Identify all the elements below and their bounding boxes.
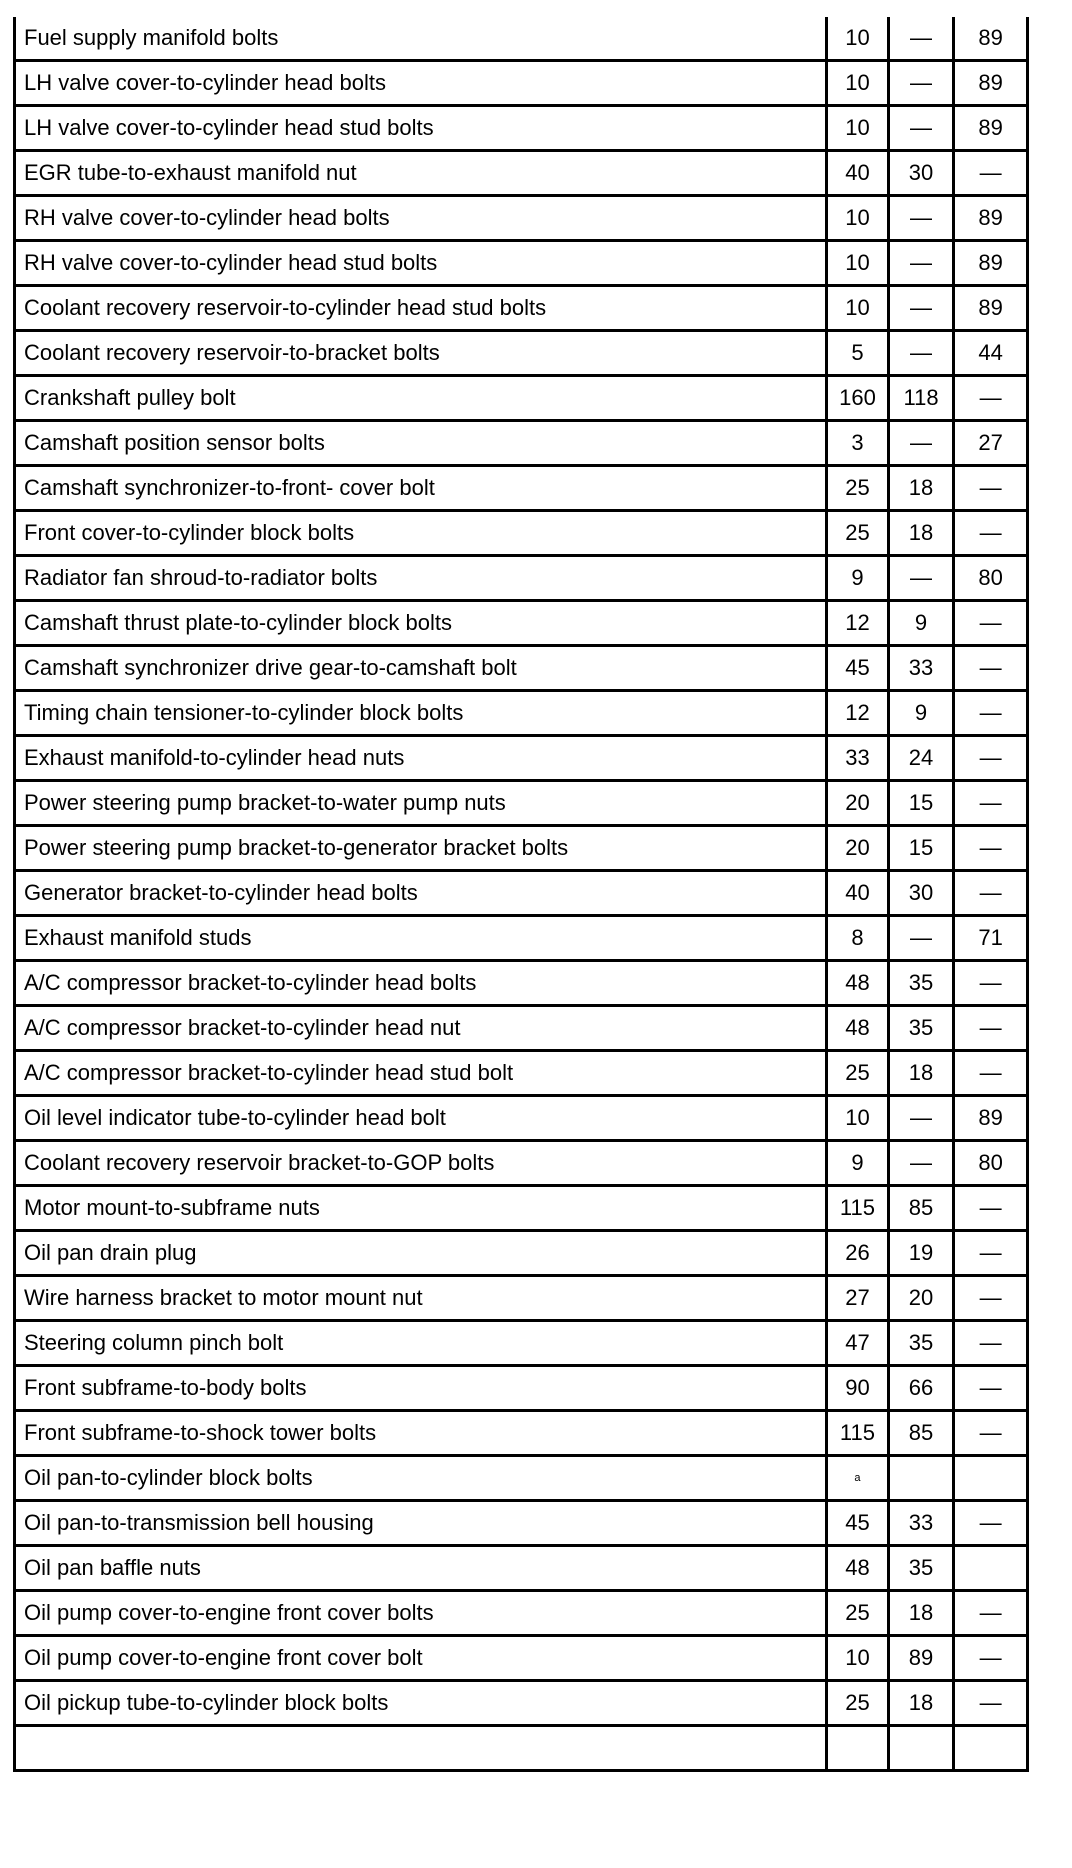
torque-lb-ft-cell: 35 — [888, 1006, 954, 1051]
fastener-name-cell: Motor mount-to-subframe nuts — [15, 1186, 827, 1231]
torque-nm-cell: 10 — [827, 61, 889, 106]
torque-lb-ft-cell: 35 — [888, 961, 954, 1006]
torque-lb-in-cell: — — [954, 691, 1028, 736]
table-row — [15, 421, 1028, 466]
torque-lb-in-cell — [954, 1726, 1028, 1771]
fastener-name-cell: A/C compressor bracket-to-cylinder head bolts — [15, 961, 827, 1006]
table-row — [15, 1546, 1028, 1591]
torque-nm-cell: 25 — [827, 1051, 889, 1096]
torque-nm-cell: 25 — [827, 466, 889, 511]
torque-lb-ft-cell: 9 — [888, 691, 954, 736]
torque-lb-ft-cell: — — [888, 1141, 954, 1186]
table-row — [15, 871, 1028, 916]
torque-lb-in-cell: — — [954, 1276, 1028, 1321]
fastener-name-cell: Coolant recovery reservoir bracket-to-GOP bolts — [15, 1141, 827, 1186]
fastener-name-cell: Camshaft synchronizer-to-front- cover bolt — [15, 466, 827, 511]
torque-lb-ft-cell: — — [888, 421, 954, 466]
table-row — [15, 376, 1028, 421]
fastener-name-cell: Oil pump cover-to-engine front cover bolts — [15, 1591, 827, 1636]
torque-nm-cell: 45 — [827, 1501, 889, 1546]
torque-lb-ft-cell: 19 — [888, 1231, 954, 1276]
torque-lb-in-cell: 89 — [954, 17, 1028, 61]
torque-lb-in-cell: — — [954, 601, 1028, 646]
fastener-name-cell: Exhaust manifold studs — [15, 916, 827, 961]
fastener-name-cell: EGR tube-to-exhaust manifold nut — [15, 151, 827, 196]
torque-lb-ft-cell: 35 — [888, 1321, 954, 1366]
torque-lb-in-cell: — — [954, 871, 1028, 916]
fastener-name-cell: Steering column pinch bolt — [15, 1321, 827, 1366]
torque-lb-in-cell: 80 — [954, 1141, 1028, 1186]
torque-lb-ft-cell: 18 — [888, 1591, 954, 1636]
fastener-name-cell: Camshaft synchronizer drive gear-to-camshaft bolt — [15, 646, 827, 691]
torque-lb-ft-cell: 33 — [888, 1501, 954, 1546]
fastener-name-cell: RH valve cover-to-cylinder head bolts — [15, 196, 827, 241]
fastener-name-cell: Oil pickup tube-to-cylinder block bolts — [15, 1681, 827, 1726]
torque-lb-in-cell: — — [954, 1636, 1028, 1681]
torque-lb-in-cell: — — [954, 1186, 1028, 1231]
torque-lb-in-cell: — — [954, 1501, 1028, 1546]
torque-lb-ft-cell: 118 — [888, 376, 954, 421]
torque-lb-in-cell: — — [954, 781, 1028, 826]
torque-lb-ft-cell: — — [888, 1096, 954, 1141]
torque-lb-ft-cell: 18 — [888, 1681, 954, 1726]
fastener-name-cell: Camshaft thrust plate-to-cylinder block bolts — [15, 601, 827, 646]
torque-lb-in-cell — [954, 1456, 1028, 1501]
torque-nm-cell — [827, 1726, 889, 1771]
torque-lb-in-cell: — — [954, 1681, 1028, 1726]
torque-lb-in-cell: 89 — [954, 286, 1028, 331]
torque-lb-ft-cell: — — [888, 286, 954, 331]
torque-lb-ft-cell: — — [888, 61, 954, 106]
fastener-name-cell: Power steering pump bracket-to-generator bracket bolts — [15, 826, 827, 871]
table-row — [15, 646, 1028, 691]
torque-lb-ft-cell: 20 — [888, 1276, 954, 1321]
table-row — [15, 1186, 1028, 1231]
table-row — [15, 151, 1028, 196]
torque-nm-cell: 12 — [827, 601, 889, 646]
torque-lb-in-cell: — — [954, 1591, 1028, 1636]
table-row — [15, 1276, 1028, 1321]
fastener-name-cell: Camshaft position sensor bolts — [15, 421, 827, 466]
torque-nm-cell: 5 — [827, 331, 889, 376]
fastener-name-cell: Oil pump cover-to-engine front cover bolt — [15, 1636, 827, 1681]
fastener-name-cell: Oil level indicator tube-to-cylinder head bolt — [15, 1096, 827, 1141]
torque-lb-in-cell: — — [954, 826, 1028, 871]
fastener-name-cell: Wire harness bracket to motor mount nut — [15, 1276, 827, 1321]
torque-lb-in-cell: 89 — [954, 196, 1028, 241]
torque-nm-cell: 9 — [827, 556, 889, 601]
torque-lb-in-cell: — — [954, 961, 1028, 1006]
table-row — [15, 961, 1028, 1006]
torque-nm-cell: 8 — [827, 916, 889, 961]
fastener-name-cell: Timing chain tensioner-to-cylinder block bolts — [15, 691, 827, 736]
table-row — [15, 1051, 1028, 1096]
table-row — [15, 1096, 1028, 1141]
table-row — [15, 1366, 1028, 1411]
torque-nm-cell: 3 — [827, 421, 889, 466]
torque-lb-in-cell: — — [954, 736, 1028, 781]
fastener-name-cell: Generator bracket-to-cylinder head bolts — [15, 871, 827, 916]
table-row — [15, 601, 1028, 646]
table-row — [15, 331, 1028, 376]
torque-lb-ft-cell: 35 — [888, 1546, 954, 1591]
fastener-name-cell: Front subframe-to-shock tower bolts — [15, 1411, 827, 1456]
torque-lb-in-cell: — — [954, 1231, 1028, 1276]
table-row — [15, 1681, 1028, 1726]
torque-lb-ft-cell: 24 — [888, 736, 954, 781]
torque-nm-cell: 48 — [827, 1006, 889, 1051]
torque-lb-ft-cell: 85 — [888, 1186, 954, 1231]
table-row — [15, 1321, 1028, 1366]
fastener-name-cell: Oil pan-to-transmission bell housing — [15, 1501, 827, 1546]
torque-nm-cell: 47 — [827, 1321, 889, 1366]
table-row — [15, 1501, 1028, 1546]
torque-lb-ft-cell: — — [888, 17, 954, 61]
torque-specifications-table — [13, 17, 1029, 1772]
torque-nm-cell: 27 — [827, 1276, 889, 1321]
table-row — [15, 1231, 1028, 1276]
torque-lb-in-cell: 89 — [954, 61, 1028, 106]
table-row — [15, 1726, 1028, 1771]
table-body — [15, 17, 1028, 1771]
torque-lb-in-cell: — — [954, 376, 1028, 421]
torque-nm-cell: 25 — [827, 511, 889, 556]
fastener-name-cell: Oil pan baffle nuts — [15, 1546, 827, 1591]
torque-lb-in-cell: 89 — [954, 241, 1028, 286]
torque-nm-cell: 10 — [827, 106, 889, 151]
torque-lb-ft-cell: 30 — [888, 151, 954, 196]
torque-nm-cell: 115 — [827, 1411, 889, 1456]
fastener-name-cell: Exhaust manifold-to-cylinder head nuts — [15, 736, 827, 781]
fastener-name-cell: A/C compressor bracket-to-cylinder head stud bolt — [15, 1051, 827, 1096]
table-row — [15, 1591, 1028, 1636]
torque-lb-ft-cell: — — [888, 556, 954, 601]
torque-nm-cell: 26 — [827, 1231, 889, 1276]
fastener-name-cell: Front subframe-to-body bolts — [15, 1366, 827, 1411]
table-row — [15, 556, 1028, 601]
table-row — [15, 1411, 1028, 1456]
torque-lb-ft-cell — [888, 1726, 954, 1771]
torque-nm-cell: 48 — [827, 1546, 889, 1591]
fastener-name-cell: Fuel supply manifold bolts — [15, 17, 827, 61]
torque-nm-cell: 25 — [827, 1681, 889, 1726]
torque-lb-ft-cell: 85 — [888, 1411, 954, 1456]
table-row — [15, 916, 1028, 961]
fastener-name-cell: Front cover-to-cylinder block bolts — [15, 511, 827, 556]
torque-lb-ft-cell: 18 — [888, 466, 954, 511]
torque-lb-in-cell: — — [954, 151, 1028, 196]
fastener-name-cell: LH valve cover-to-cylinder head stud bolts — [15, 106, 827, 151]
torque-nm-cell: 10 — [827, 1636, 889, 1681]
torque-lb-ft-cell: 18 — [888, 511, 954, 556]
torque-lb-in-cell: — — [954, 646, 1028, 691]
torque-lb-ft-cell: 15 — [888, 781, 954, 826]
torque-nm-cell: 20 — [827, 826, 889, 871]
torque-nm-cell: 48 — [827, 961, 889, 1006]
torque-lb-in-cell: — — [954, 1051, 1028, 1096]
torque-lb-in-cell — [954, 1546, 1028, 1591]
table-row — [15, 286, 1028, 331]
table-row — [15, 1456, 1028, 1501]
torque-nm-cell: 40 — [827, 151, 889, 196]
fastener-name-cell: Crankshaft pulley bolt — [15, 376, 827, 421]
torque-nm-cell: 10 — [827, 286, 889, 331]
table-row — [15, 241, 1028, 286]
torque-nm-cell: 10 — [827, 196, 889, 241]
torque-lb-in-cell: — — [954, 1366, 1028, 1411]
torque-nm-cell: 12 — [827, 691, 889, 736]
torque-lb-in-cell: — — [954, 511, 1028, 556]
fastener-name-cell: Oil pan drain plug — [15, 1231, 827, 1276]
fastener-name-cell: Radiator fan shroud-to-radiator bolts — [15, 556, 827, 601]
torque-lb-ft-cell: 18 — [888, 1051, 954, 1096]
table-row — [15, 61, 1028, 106]
torque-nm-cell: 90 — [827, 1366, 889, 1411]
torque-lb-ft-cell: — — [888, 196, 954, 241]
torque-lb-in-cell: — — [954, 466, 1028, 511]
fastener-name-cell: RH valve cover-to-cylinder head stud bolts — [15, 241, 827, 286]
table-row — [15, 196, 1028, 241]
fastener-name-cell: LH valve cover-to-cylinder head bolts — [15, 61, 827, 106]
torque-lb-ft-cell: — — [888, 916, 954, 961]
torque-lb-in-cell: 89 — [954, 1096, 1028, 1141]
torque-nm-cell: 20 — [827, 781, 889, 826]
torque-lb-in-cell: — — [954, 1321, 1028, 1366]
torque-lb-ft-cell — [888, 1456, 954, 1501]
torque-nm-cell: 33 — [827, 736, 889, 781]
torque-lb-ft-cell: 30 — [888, 871, 954, 916]
torque-lb-ft-cell: 89 — [888, 1636, 954, 1681]
torque-lb-in-cell: 27 — [954, 421, 1028, 466]
torque-nm-cell: 40 — [827, 871, 889, 916]
fastener-name-cell: Coolant recovery reservoir-to-cylinder head stud bolts — [15, 286, 827, 331]
torque-nm-cell: 10 — [827, 241, 889, 286]
torque-lb-in-cell: — — [954, 1411, 1028, 1456]
table-row — [15, 17, 1028, 61]
table-row — [15, 511, 1028, 556]
torque-lb-in-cell: 71 — [954, 916, 1028, 961]
torque-nm-cell: 115 — [827, 1186, 889, 1231]
table-row — [15, 781, 1028, 826]
torque-nm-cell: 9 — [827, 1141, 889, 1186]
fastener-name-cell: Power steering pump bracket-to-water pump nuts — [15, 781, 827, 826]
torque-nm-cell: 45 — [827, 646, 889, 691]
fastener-name-cell — [15, 1726, 827, 1771]
torque-lb-in-cell: 44 — [954, 331, 1028, 376]
torque-lb-in-cell: 80 — [954, 556, 1028, 601]
torque-nm-cell: 10 — [827, 1096, 889, 1141]
table-row — [15, 1636, 1028, 1681]
table-row — [15, 1141, 1028, 1186]
fastener-name-cell: A/C compressor bracket-to-cylinder head nut — [15, 1006, 827, 1051]
torque-lb-ft-cell: 9 — [888, 601, 954, 646]
torque-nm-cell: 25 — [827, 1591, 889, 1636]
torque-lb-ft-cell: — — [888, 331, 954, 376]
torque-nm-cell: a — [827, 1456, 889, 1501]
torque-lb-in-cell: 89 — [954, 106, 1028, 151]
table-row — [15, 106, 1028, 151]
torque-lb-ft-cell: 33 — [888, 646, 954, 691]
fastener-name-cell: Oil pan-to-cylinder block bolts — [15, 1456, 827, 1501]
table-row — [15, 736, 1028, 781]
table-row — [15, 826, 1028, 871]
torque-nm-cell: 10 — [827, 17, 889, 61]
torque-lb-ft-cell: — — [888, 241, 954, 286]
torque-lb-in-cell: — — [954, 1006, 1028, 1051]
torque-nm-cell: 160 — [827, 376, 889, 421]
table-row — [15, 466, 1028, 511]
torque-lb-ft-cell: 15 — [888, 826, 954, 871]
torque-lb-ft-cell: — — [888, 106, 954, 151]
table-row — [15, 691, 1028, 736]
table-row — [15, 1006, 1028, 1051]
fastener-name-cell: Coolant recovery reservoir-to-bracket bolts — [15, 331, 827, 376]
torque-lb-ft-cell: 66 — [888, 1366, 954, 1411]
